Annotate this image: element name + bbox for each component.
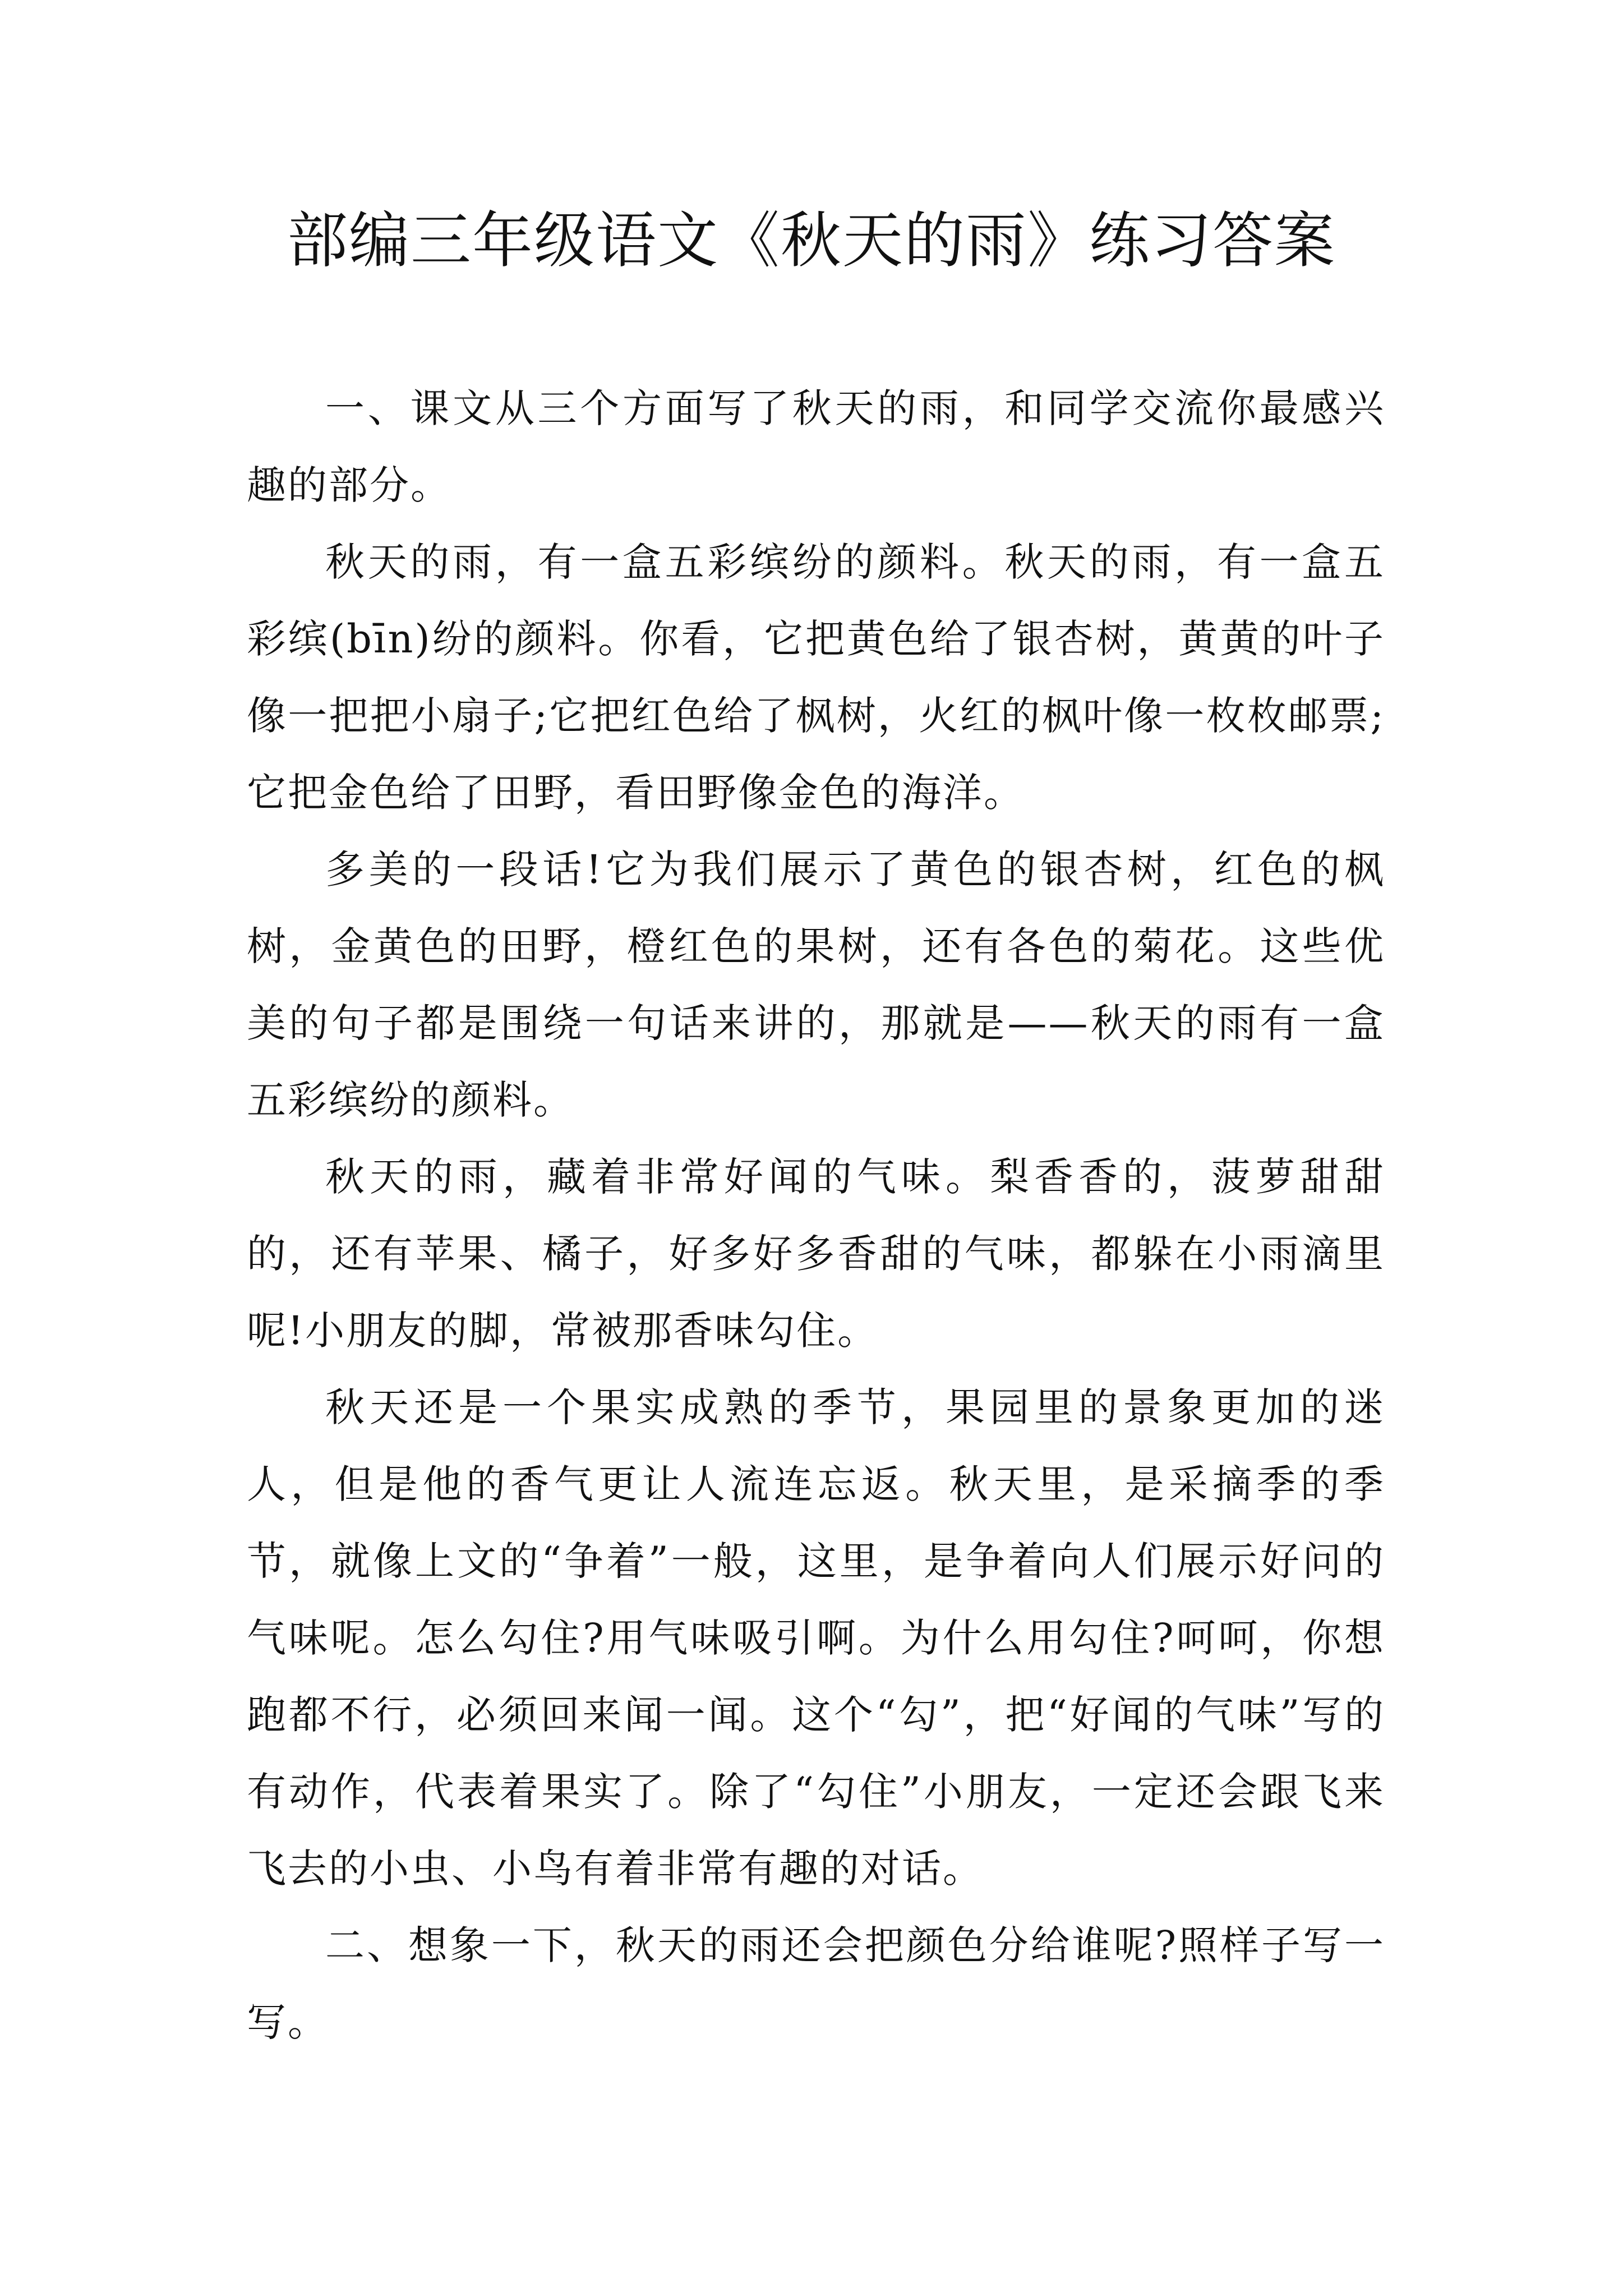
document-body <box>247 370 1385 2061</box>
paragraph-smells: 秋天的雨，藏着非常好闻的气味。梨香香的，菠萝甜甜的，还有苹果、橘子，好多好多香甜的气味，都躲在小雨滴里呢!小朋友的脚，常被那香味勾住。 <box>247 1154 1385 1354</box>
paragraph-smells-commentary: 秋天还是一个果实成熟的季节，果园里的景象更加的迷人，但是他的香气更让人流连忘返。秋天里，是采摘季的季节，就像上文的“争着”一般，这里，是争着向人们展示好问的气味呢。怎么勾住?用气味吸引啊。为什么用勾住?呵呵，你想跑都不行，必须回来闻一闻。这个“勾”，把“好闻的气味”写的有动作，代表着果实了。除了“勾住”小朋友，一定还会跟飞来飞去的小虫、小鸟有着非常有趣的对话。 <box>247 1384 1385 1892</box>
paragraph-question-1: 一、课文从三个方面写了秋天的雨，和同学交流你最感兴趣的部分。 <box>247 385 1385 508</box>
document-title: 部编三年级语文《秋天的雨》练习答案 <box>287 206 1336 276</box>
paragraph-question-2: 二、想象一下，秋天的雨还会把颜色分给谁呢?照样子写一写。 <box>247 1922 1385 2045</box>
paragraph-colors: 秋天的雨，有一盒五彩缤纷的颜料。秋天的雨，有一盒五彩缤(bīn)纷的颜料。你看，它把黄色给了银杏树，黄黄的叶子像一把把小扇子;它把红色给了枫树，火红的枫叶像一枚枚邮票;它把金色给了田野，看田野像金色的海洋。 <box>247 539 1385 816</box>
paragraph-colors-commentary: 多美的一段话!它为我们展示了黄色的银杏树，红色的枫树，金黄色的田野，橙红色的果树，还有各色的菊花。这些优美的句子都是围绕一句话来讲的，那就是——秋天的雨有一盒五彩缤纷的颜料。 <box>247 846 1385 1123</box>
